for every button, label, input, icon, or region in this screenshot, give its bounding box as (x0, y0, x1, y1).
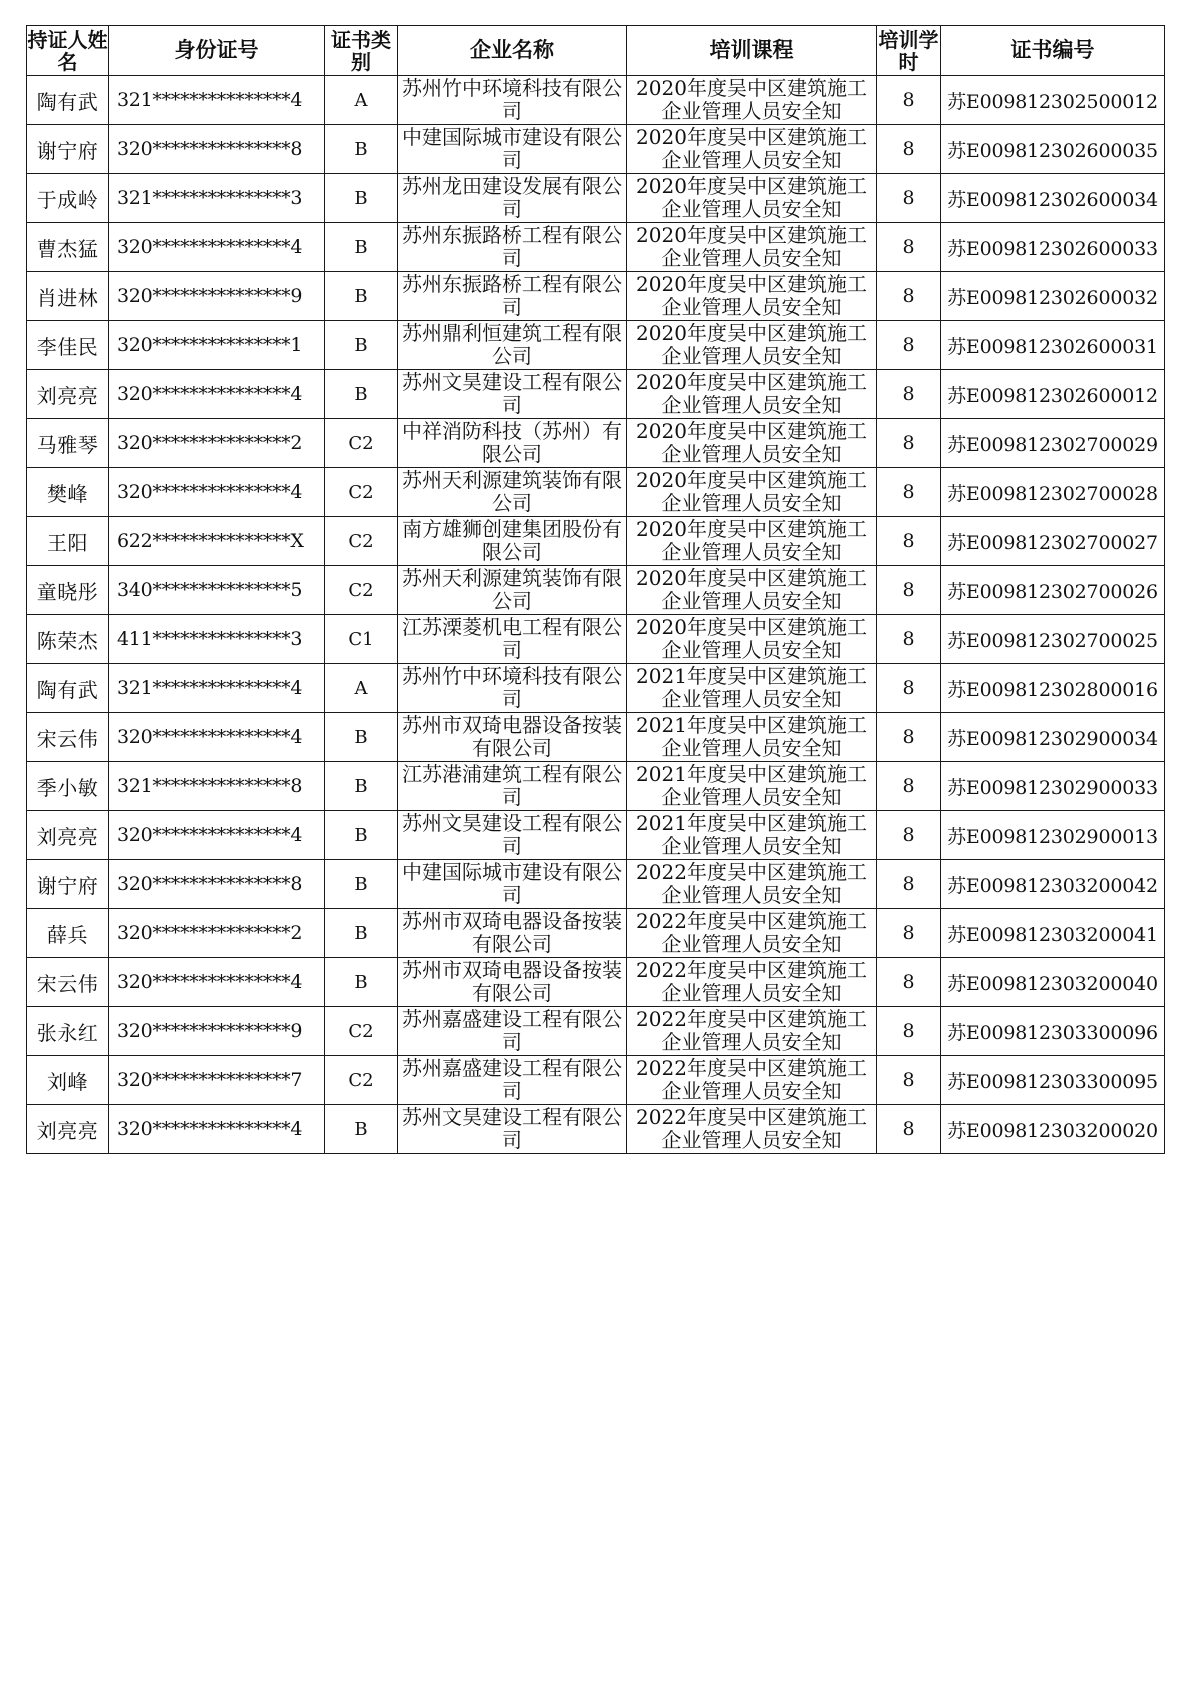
cell-cert-type: B (325, 811, 398, 860)
cell-id-number: 411***************3 (109, 615, 325, 664)
cell-id-number: 320***************9 (109, 1007, 325, 1056)
cell-cert-number: 苏E009812302700028 (941, 468, 1165, 517)
cell-course-text: 2022年度吴中区建筑施工企业管理人员安全知 (636, 959, 867, 1005)
cell-company (398, 713, 627, 762)
table-row (27, 76, 1165, 125)
cell-cert-number: 苏E009812303200040 (941, 958, 1165, 1007)
cell-company (398, 272, 627, 321)
cell-course-text: 2022年度吴中区建筑施工企业管理人员安全知 (636, 1106, 867, 1152)
cell-cert-type: B (325, 909, 398, 958)
cell-course-text: 2022年度吴中区建筑施工企业管理人员安全知 (636, 1057, 867, 1103)
cell-course-text: 2020年度吴中区建筑施工企业管理人员安全知 (636, 420, 867, 466)
cell-cert-type: C2 (325, 517, 398, 566)
cell-course (627, 1007, 877, 1056)
cell-id-number: 320***************9 (109, 272, 325, 321)
cell-course (627, 223, 877, 272)
cell-hours: 8 (877, 370, 941, 419)
cell-company (398, 125, 627, 174)
cell-holder-name: 刘亮亮 (27, 1105, 109, 1154)
cell-cert-type: C2 (325, 1056, 398, 1105)
cell-cert-type: B (325, 958, 398, 1007)
cell-holder-name: 薛兵 (27, 909, 109, 958)
cell-course-text: 2020年度吴中区建筑施工企业管理人员安全知 (636, 322, 867, 368)
cell-hours: 8 (877, 1105, 941, 1154)
cell-hours: 8 (877, 517, 941, 566)
cell-hours: 8 (877, 223, 941, 272)
cell-course (627, 419, 877, 468)
cell-hours: 8 (877, 272, 941, 321)
cell-holder-name: 陈荣杰 (27, 615, 109, 664)
cell-course (627, 762, 877, 811)
cell-course-text: 2020年度吴中区建筑施工企业管理人员安全知 (636, 567, 867, 613)
cell-cert-number: 苏E009812302500012 (941, 76, 1165, 125)
cell-hours: 8 (877, 1056, 941, 1105)
cell-course-text: 2021年度吴中区建筑施工企业管理人员安全知 (636, 665, 867, 711)
header-hours: 培训学时 (878, 27, 939, 74)
cell-company-text: 江苏溧菱机电工程有限公司 (402, 616, 622, 662)
cell-company (398, 223, 627, 272)
cell-company-text: 苏州天利源建筑装饰有限公司 (402, 567, 622, 613)
cell-course (627, 713, 877, 762)
cell-company-text: 苏州市双琦电器设备按装有限公司 (402, 910, 622, 956)
cell-cert-number: 苏E009812302800016 (941, 664, 1165, 713)
cell-course-text: 2020年度吴中区建筑施工企业管理人员安全知 (636, 273, 867, 319)
cell-id-number: 320***************4 (109, 1105, 325, 1154)
cell-course (627, 664, 877, 713)
cell-hours: 8 (877, 958, 941, 1007)
cell-cert-number: 苏E009812303200020 (941, 1105, 1165, 1154)
cell-company (398, 811, 627, 860)
cell-id-number: 340***************5 (109, 566, 325, 615)
cell-course (627, 909, 877, 958)
cell-id-number: 320***************8 (109, 125, 325, 174)
cell-cert-type: B (325, 125, 398, 174)
cell-id-number: 320***************2 (109, 419, 325, 468)
cell-cert-type: C2 (325, 1007, 398, 1056)
cell-course (627, 1105, 877, 1154)
cell-cert-type: B (325, 370, 398, 419)
cell-cert-type: B (325, 174, 398, 223)
table-row (27, 1105, 1165, 1154)
cell-course-text: 2022年度吴中区建筑施工企业管理人员安全知 (636, 861, 867, 907)
cell-company-text: 南方雄狮创建集团股份有限公司 (402, 518, 622, 564)
cell-holder-name: 刘峰 (27, 1056, 109, 1105)
cell-course (627, 958, 877, 1007)
header-cert-type: 证书类别 (325, 26, 398, 76)
cell-course (627, 370, 877, 419)
cell-course (627, 566, 877, 615)
cell-id-number: 320***************4 (109, 223, 325, 272)
cell-company (398, 76, 627, 125)
cell-company-text: 中建国际城市建设有限公司 (402, 861, 622, 907)
header-row (27, 26, 1165, 76)
cell-course-text: 2020年度吴中区建筑施工企业管理人员安全知 (636, 518, 867, 564)
cell-hours: 8 (877, 321, 941, 370)
cell-company (398, 370, 627, 419)
cell-company (398, 321, 627, 370)
header-id-number: 身份证号 (109, 26, 325, 76)
cell-holder-name: 马雅琴 (27, 419, 109, 468)
cell-id-number: 321***************4 (109, 664, 325, 713)
table-row (27, 811, 1165, 860)
cell-company-text: 江苏港浦建筑工程有限公司 (402, 763, 622, 809)
cell-id-number: 320***************4 (109, 713, 325, 762)
header-cert-number: 证书编号 (941, 26, 1165, 76)
cell-course-text: 2021年度吴中区建筑施工企业管理人员安全知 (636, 763, 867, 809)
cell-id-number: 320***************4 (109, 958, 325, 1007)
cell-company (398, 615, 627, 664)
cell-hours: 8 (877, 566, 941, 615)
cell-company (398, 1105, 627, 1154)
cell-cert-number: 苏E009812302900034 (941, 713, 1165, 762)
cell-company (398, 762, 627, 811)
cell-course (627, 517, 877, 566)
cell-holder-name: 张永红 (27, 1007, 109, 1056)
header-holder-name: 持证人姓名 (27, 27, 108, 74)
cell-cert-type: B (325, 321, 398, 370)
cell-holder-name: 季小敏 (27, 762, 109, 811)
table-row (27, 860, 1165, 909)
table-row (27, 174, 1165, 223)
cell-holder-name: 陶有武 (27, 76, 109, 125)
cell-id-number: 320***************7 (109, 1056, 325, 1105)
cell-hours: 8 (877, 811, 941, 860)
table-row (27, 223, 1165, 272)
cell-cert-number: 苏E009812302600034 (941, 174, 1165, 223)
cell-cert-number: 苏E009812303300096 (941, 1007, 1165, 1056)
cell-holder-name: 肖进林 (27, 272, 109, 321)
cell-hours: 8 (877, 174, 941, 223)
cell-company-text: 苏州文昊建设工程有限公司 (402, 812, 622, 858)
cell-holder-name: 李佳民 (27, 321, 109, 370)
cell-hours: 8 (877, 713, 941, 762)
cell-hours: 8 (877, 664, 941, 713)
header-course: 培训课程 (627, 26, 877, 76)
cell-company-text: 苏州龙田建设发展有限公司 (402, 175, 622, 221)
table-row (27, 468, 1165, 517)
table-row (27, 419, 1165, 468)
cell-cert-number: 苏E009812303300095 (941, 1056, 1165, 1105)
cell-company (398, 517, 627, 566)
cell-cert-number: 苏E009812302700025 (941, 615, 1165, 664)
cell-id-number: 320***************4 (109, 370, 325, 419)
cell-course-text: 2021年度吴中区建筑施工企业管理人员安全知 (636, 714, 867, 760)
table-row (27, 664, 1165, 713)
cell-cert-type: C2 (325, 468, 398, 517)
cell-course-text: 2020年度吴中区建筑施工企业管理人员安全知 (636, 175, 867, 221)
cell-cert-type: B (325, 1105, 398, 1154)
cell-company-text: 苏州文昊建设工程有限公司 (402, 371, 622, 417)
cell-course (627, 860, 877, 909)
header-company: 企业名称 (398, 26, 627, 76)
cell-course (627, 321, 877, 370)
cell-company (398, 1007, 627, 1056)
cell-id-number: 320***************2 (109, 909, 325, 958)
cell-course (627, 272, 877, 321)
cell-holder-name: 樊峰 (27, 468, 109, 517)
table-row (27, 517, 1165, 566)
cell-cert-number: 苏E009812302700027 (941, 517, 1165, 566)
cell-course (627, 811, 877, 860)
cell-id-number: 321***************4 (109, 76, 325, 125)
cell-course (627, 125, 877, 174)
cell-company (398, 664, 627, 713)
table-row (27, 125, 1165, 174)
cell-course (627, 1056, 877, 1105)
cell-holder-name: 宋云伟 (27, 713, 109, 762)
cell-cert-number: 苏E009812302600032 (941, 272, 1165, 321)
cell-id-number: 321***************8 (109, 762, 325, 811)
cell-cert-number: 苏E009812302600031 (941, 321, 1165, 370)
cell-id-number: 622***************X (109, 517, 325, 566)
cell-hours: 8 (877, 762, 941, 811)
cell-holder-name: 谢宁府 (27, 860, 109, 909)
table-row (27, 566, 1165, 615)
cell-hours: 8 (877, 125, 941, 174)
cell-hours: 8 (877, 860, 941, 909)
cell-id-number: 320***************4 (109, 468, 325, 517)
cell-holder-name: 童晓彤 (27, 566, 109, 615)
table-row (27, 321, 1165, 370)
table-body (27, 76, 1165, 1154)
cell-holder-name: 王阳 (27, 517, 109, 566)
cell-company-text: 苏州天利源建筑装饰有限公司 (402, 469, 622, 515)
cell-company-text: 苏州东振路桥工程有限公司 (402, 273, 622, 319)
cell-holder-name: 曹杰猛 (27, 223, 109, 272)
table-row (27, 958, 1165, 1007)
cell-course-text: 2020年度吴中区建筑施工企业管理人员安全知 (636, 469, 867, 515)
cell-company (398, 860, 627, 909)
cell-course (627, 174, 877, 223)
cell-cert-number: 苏E009812303200042 (941, 860, 1165, 909)
cell-company-text: 中建国际城市建设有限公司 (402, 126, 622, 172)
cell-course-text: 2022年度吴中区建筑施工企业管理人员安全知 (636, 1008, 867, 1054)
table-row (27, 909, 1165, 958)
cell-course-text: 2021年度吴中区建筑施工企业管理人员安全知 (636, 812, 867, 858)
cell-company-text: 苏州市双琦电器设备按装有限公司 (402, 714, 622, 760)
cell-cert-type: B (325, 272, 398, 321)
table-row (27, 713, 1165, 762)
cell-company-text: 苏州嘉盛建设工程有限公司 (402, 1057, 622, 1103)
cell-course-text: 2020年度吴中区建筑施工企业管理人员安全知 (636, 77, 867, 123)
cell-cert-number: 苏E009812302700026 (941, 566, 1165, 615)
cell-holder-name: 于成岭 (27, 174, 109, 223)
cell-cert-number: 苏E009812302700029 (941, 419, 1165, 468)
cell-course-text: 2020年度吴中区建筑施工企业管理人员安全知 (636, 126, 867, 172)
cell-holder-name: 谢宁府 (27, 125, 109, 174)
table-row (27, 615, 1165, 664)
cell-cert-type: A (325, 664, 398, 713)
table-row (27, 1007, 1165, 1056)
table-row (27, 1056, 1165, 1105)
cell-cert-type: B (325, 713, 398, 762)
cell-company (398, 468, 627, 517)
cell-holder-name: 宋云伟 (27, 958, 109, 1007)
cell-company (398, 909, 627, 958)
cell-id-number: 320***************4 (109, 811, 325, 860)
cell-id-number: 320***************1 (109, 321, 325, 370)
cell-holder-name: 刘亮亮 (27, 811, 109, 860)
cell-id-number: 320***************8 (109, 860, 325, 909)
cell-course (627, 615, 877, 664)
cell-id-number: 321***************3 (109, 174, 325, 223)
cell-hours: 8 (877, 1007, 941, 1056)
cell-cert-number: 苏E009812303200041 (941, 909, 1165, 958)
cell-course (627, 76, 877, 125)
certificate-table (26, 25, 1165, 1154)
cell-company-text: 苏州嘉盛建设工程有限公司 (402, 1008, 622, 1054)
cell-company-text: 苏州文昊建设工程有限公司 (402, 1106, 622, 1152)
cell-hours: 8 (877, 76, 941, 125)
cell-course-text: 2020年度吴中区建筑施工企业管理人员安全知 (636, 371, 867, 417)
cell-cert-number: 苏E009812302600033 (941, 223, 1165, 272)
cell-cert-number: 苏E009812302900033 (941, 762, 1165, 811)
table-row (27, 272, 1165, 321)
cell-cert-type: C2 (325, 419, 398, 468)
cell-course-text: 2020年度吴中区建筑施工企业管理人员安全知 (636, 224, 867, 270)
cell-company (398, 1056, 627, 1105)
cell-company-text: 苏州鼎利恒建筑工程有限公司 (402, 322, 622, 368)
cell-hours: 8 (877, 615, 941, 664)
cell-company (398, 958, 627, 1007)
cell-course-text: 2022年度吴中区建筑施工企业管理人员安全知 (636, 910, 867, 956)
cell-hours: 8 (877, 468, 941, 517)
cell-hours: 8 (877, 419, 941, 468)
cell-cert-type: A (325, 76, 398, 125)
cell-company (398, 419, 627, 468)
cell-company (398, 566, 627, 615)
cell-cert-number: 苏E009812302600012 (941, 370, 1165, 419)
cell-company-text: 苏州竹中环境科技有限公司 (402, 77, 622, 123)
cell-cert-number: 苏E009812302900013 (941, 811, 1165, 860)
cell-cert-type: C1 (325, 615, 398, 664)
cell-course (627, 468, 877, 517)
cell-cert-type: C2 (325, 566, 398, 615)
cell-company (398, 174, 627, 223)
cell-cert-type: B (325, 223, 398, 272)
cell-course-text: 2020年度吴中区建筑施工企业管理人员安全知 (636, 616, 867, 662)
cell-cert-type: B (325, 860, 398, 909)
table-row (27, 762, 1165, 811)
cell-holder-name: 陶有武 (27, 664, 109, 713)
cell-cert-number: 苏E009812302600035 (941, 125, 1165, 174)
cell-hours: 8 (877, 909, 941, 958)
cell-company-text: 苏州竹中环境科技有限公司 (402, 665, 622, 711)
cell-cert-type: B (325, 762, 398, 811)
table-row (27, 370, 1165, 419)
cell-company-text: 苏州东振路桥工程有限公司 (402, 224, 622, 270)
cell-company-text: 中祥消防科技（苏州）有限公司 (402, 420, 622, 466)
cell-company-text: 苏州市双琦电器设备按装有限公司 (402, 959, 622, 1005)
cell-holder-name: 刘亮亮 (27, 370, 109, 419)
